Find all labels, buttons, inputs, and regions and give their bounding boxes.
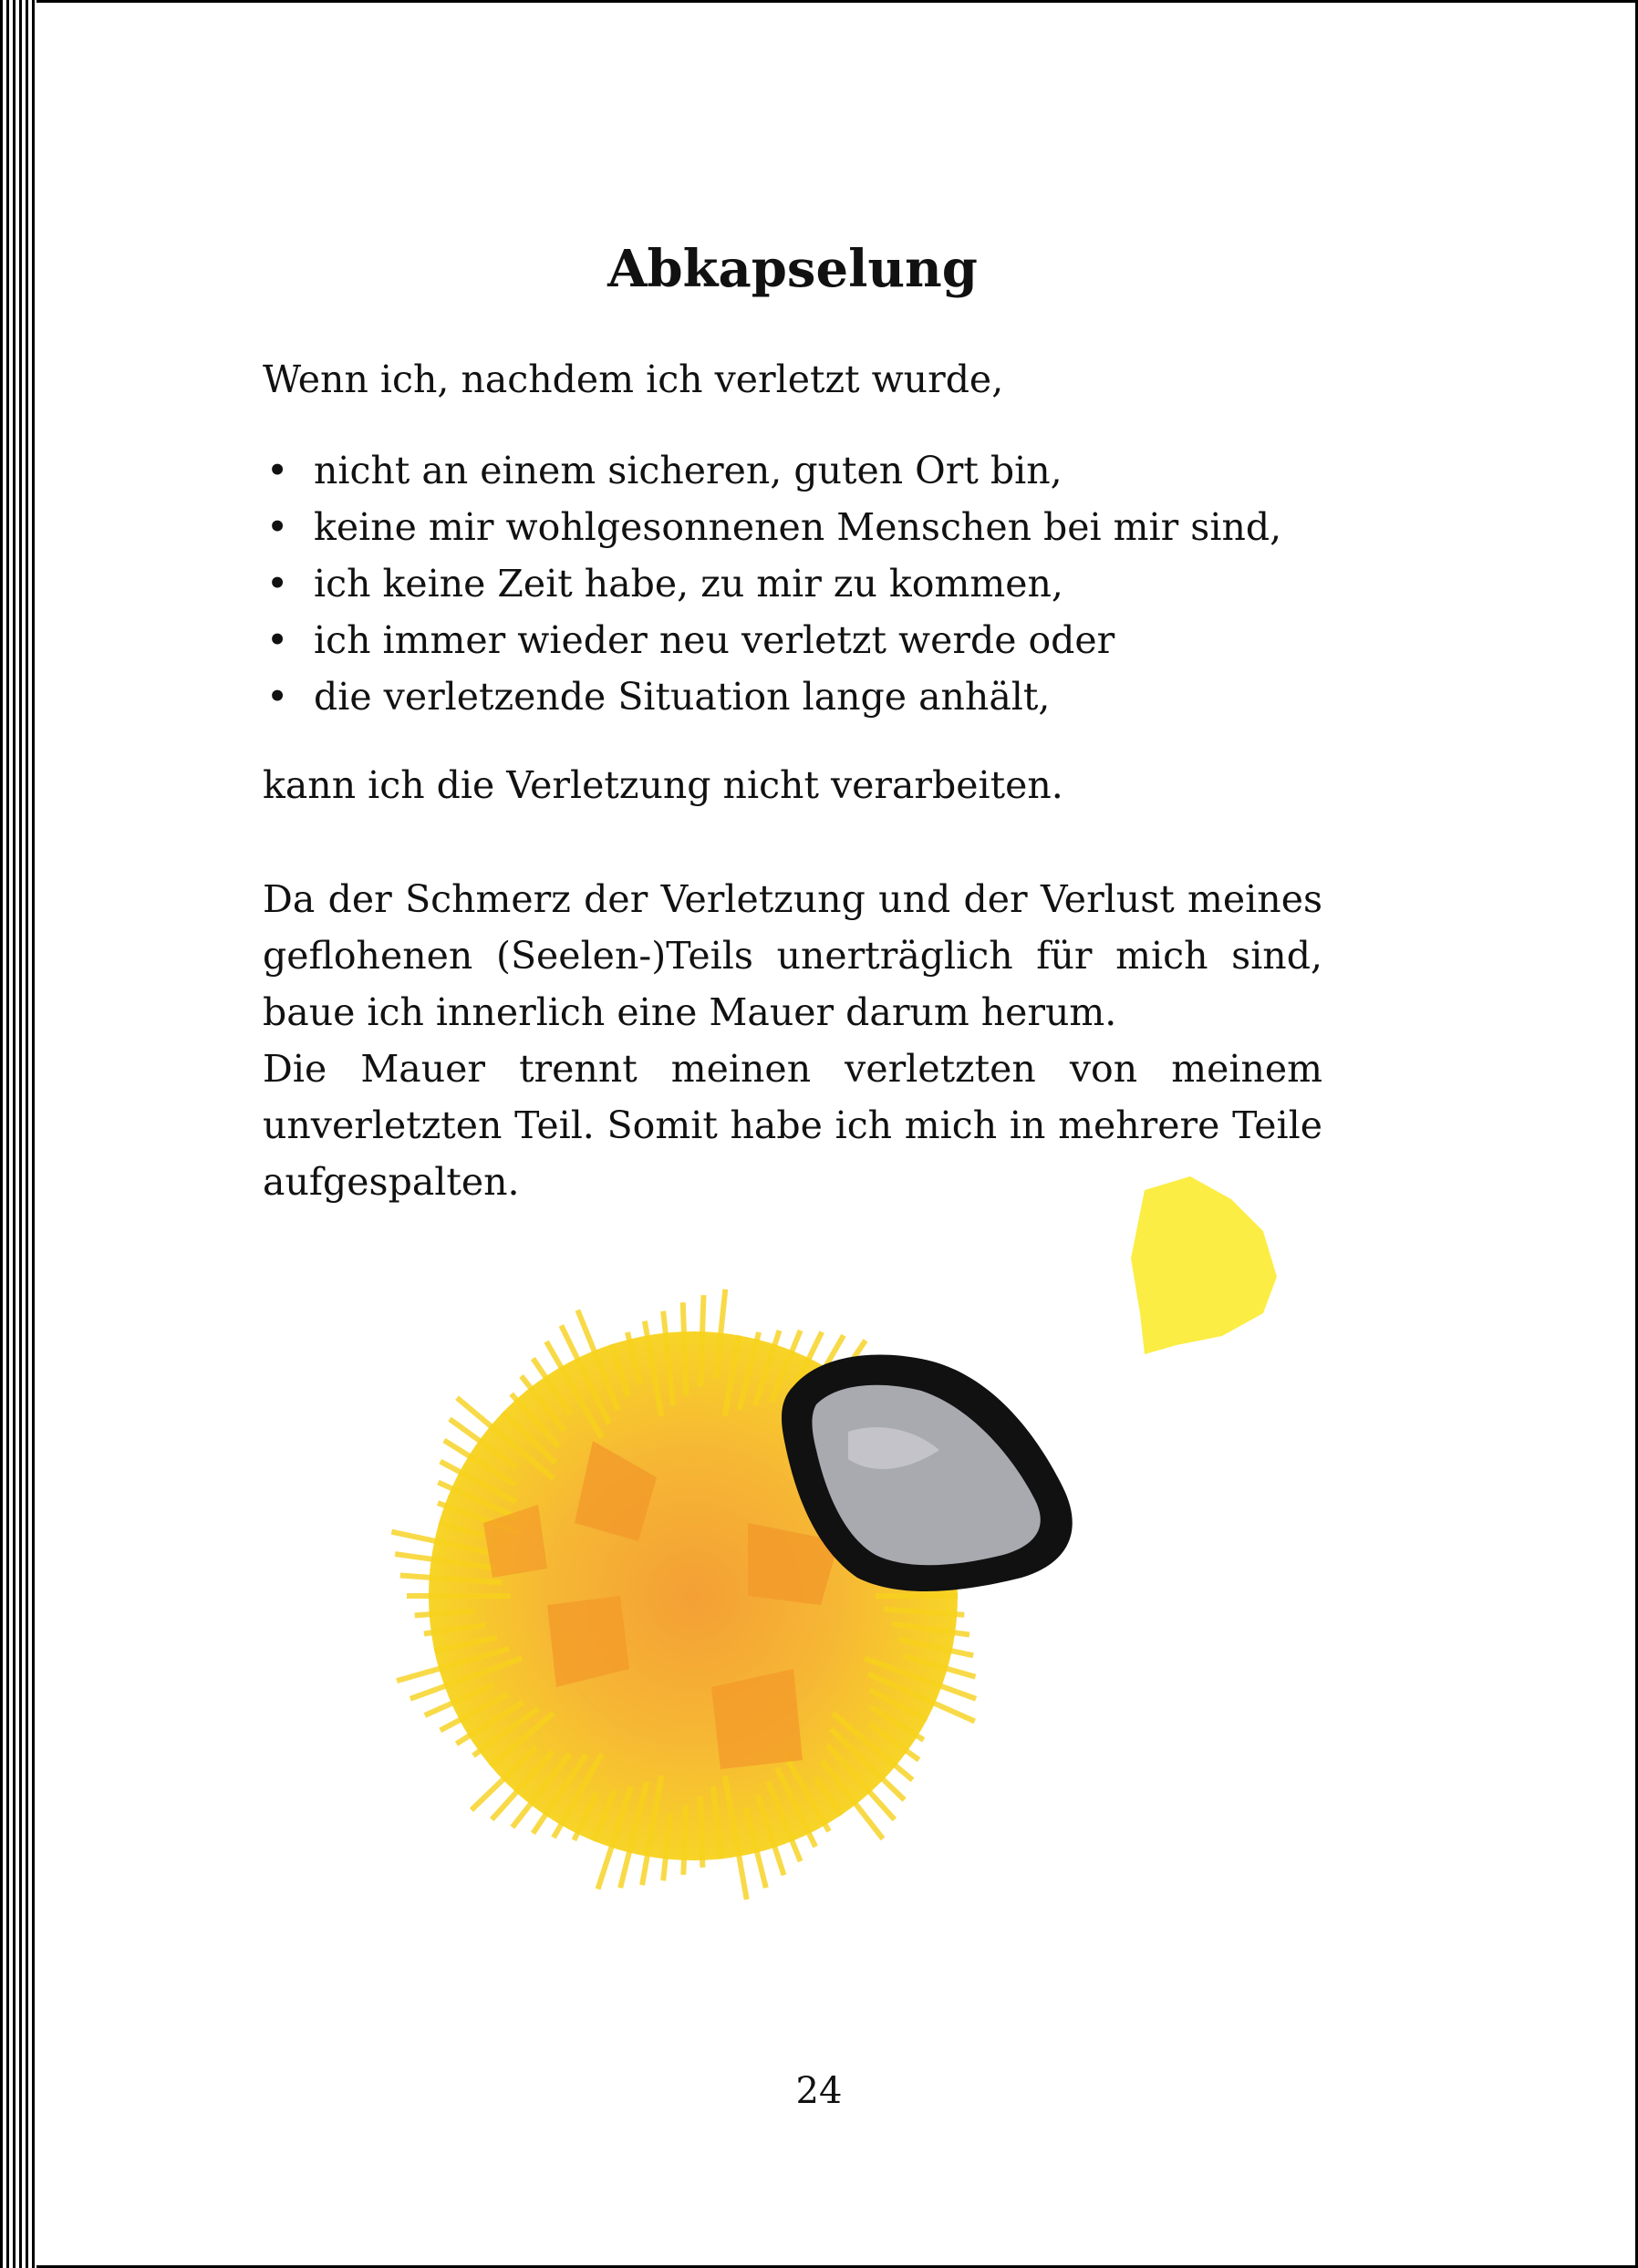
paragraph-part-1: Da der Schmerz der Verletzung und der Verlust meines geflohenen (Seelen-)Teils unerträglich für mich sind, baue ich innerlich eine Mauer darum herum. — [263, 877, 1322, 1034]
crayon-ray — [700, 1295, 703, 1386]
crayon-ray — [683, 1302, 687, 1395]
page-number: 24 — [795, 2070, 843, 2112]
crayon-ray — [683, 1806, 686, 1875]
list-item — [263, 612, 1281, 668]
page-title: Abkapselung — [607, 239, 978, 299]
intro-text: Wenn ich, nachdem ich verletzt wurde, — [263, 357, 1004, 401]
list-item-text: keine mir wohlgesonnenen Menschen bei mir sind, — [314, 505, 1282, 549]
bullet-icon: • — [266, 562, 289, 606]
crayon-illustration — [365, 1176, 1368, 2088]
bullet-icon: • — [266, 618, 289, 662]
bullet-icon: • — [266, 505, 289, 549]
book-spine-lines — [0, 0, 36, 2268]
list-item-text: nicht an einem sicheren, guten Ort bin, — [314, 449, 1063, 492]
list-item — [263, 442, 1281, 499]
list-item-text: ich immer wieder neu verletzt werde oder — [314, 618, 1115, 662]
explanation-paragraph — [263, 871, 1322, 1210]
bullet-icon: • — [266, 449, 289, 492]
list-item — [263, 499, 1281, 555]
list-item-text: ich keine Zeit habe, zu mir zu kommen, — [314, 562, 1063, 606]
paragraph-part-2: Die Mauer trennt meinen verletzten von meinem unverletzten Teil. Somit habe ich mich in mehrere Teile aufgespalten. — [263, 1047, 1322, 1204]
outro-text: kann ich die Verletzung nicht verarbeiten. — [263, 763, 1063, 807]
list-item — [263, 668, 1281, 725]
crayon-ray — [700, 1797, 703, 1868]
list-item-text: die verletzende Situation lange anhält, — [314, 675, 1051, 719]
condition-list — [263, 442, 1281, 725]
small-yellow-blob — [1131, 1176, 1277, 1354]
bullet-icon: • — [266, 675, 289, 719]
list-item — [263, 555, 1281, 612]
